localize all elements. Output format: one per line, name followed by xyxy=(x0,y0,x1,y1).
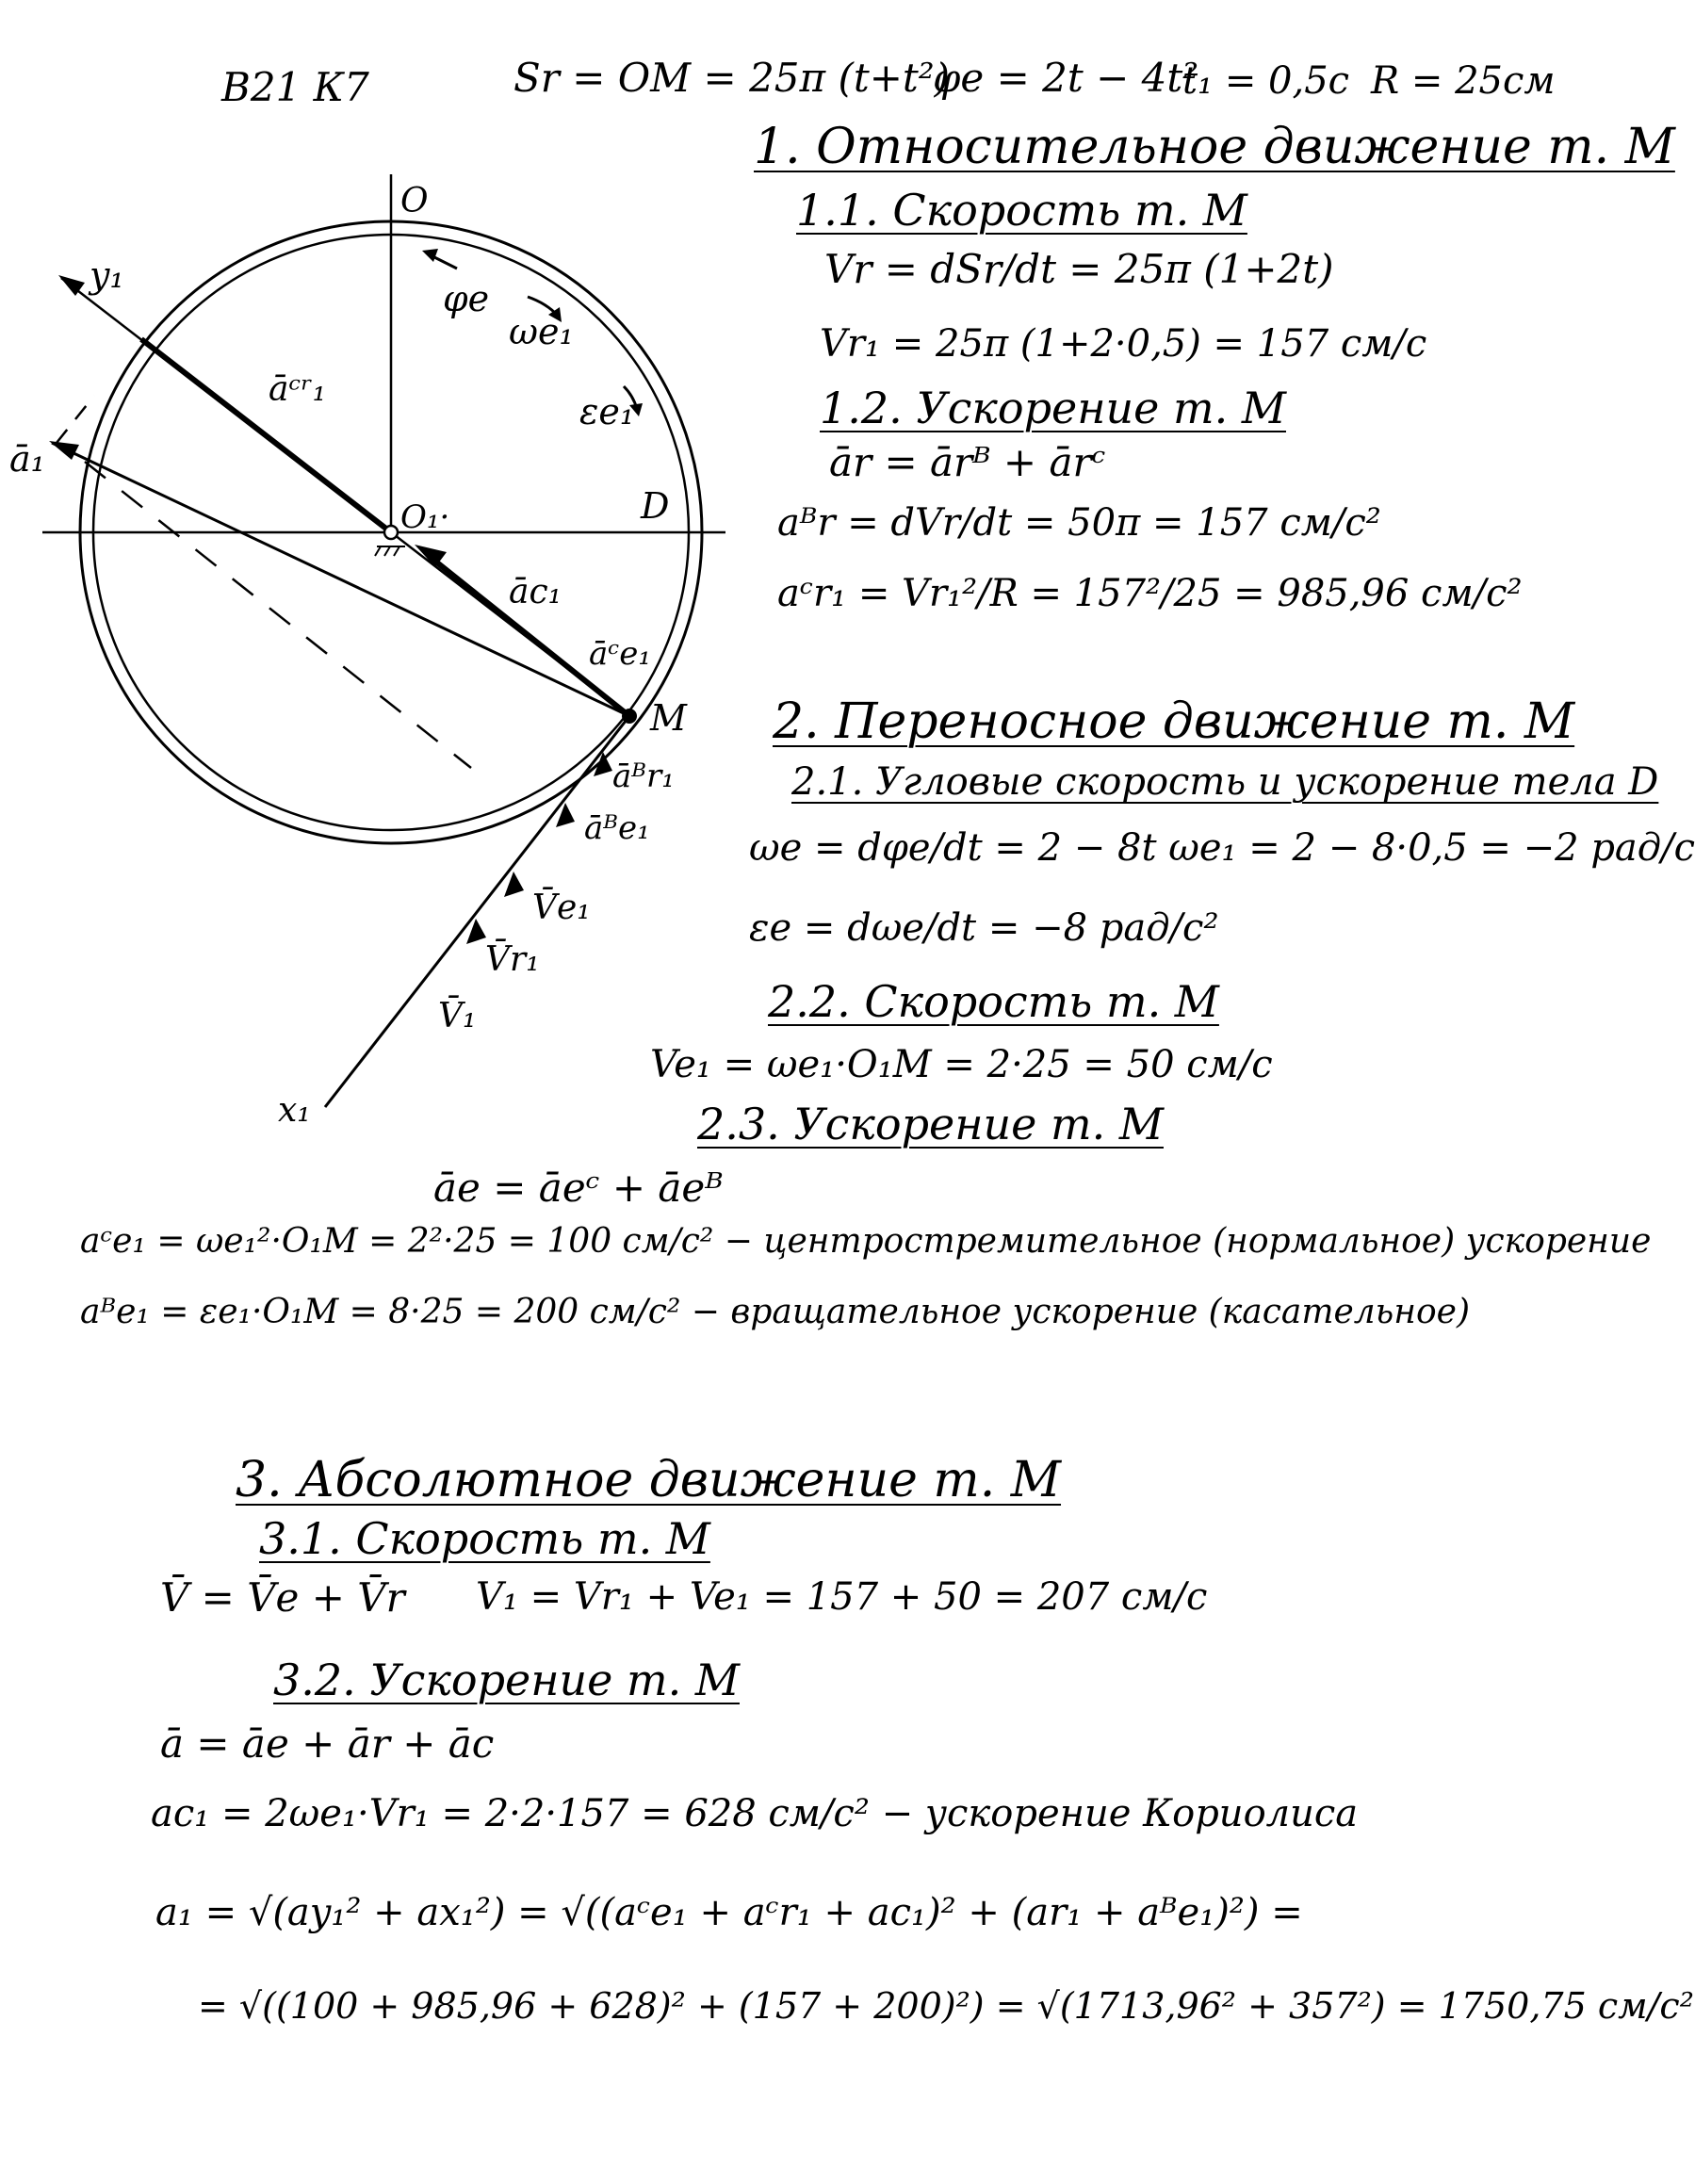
section-2-title: 2. Переносное движение т. М xyxy=(773,693,1575,750)
label-y1: y₁ xyxy=(90,254,124,296)
point-m xyxy=(622,709,637,724)
label-v1: V̄₁ xyxy=(438,997,477,1035)
label-x1: x₁ xyxy=(278,1091,311,1130)
hinge-o1 xyxy=(384,526,398,539)
label-ac1: āc₁ xyxy=(509,573,562,611)
section-3-2-title: 3.2. Ускорение т. М xyxy=(273,1654,740,1705)
label-arc: āᶜʳ₁ xyxy=(269,370,327,409)
sr-formula: Sr = OM = 25π (t+t²) xyxy=(513,55,951,101)
ae-formula: āe = āeᶜ + āeᴮ xyxy=(433,1165,724,1211)
support-hatch-2 xyxy=(384,546,390,556)
t1-value: t₁ = 0,5c xyxy=(1182,59,1350,103)
label-aec: āᶜe₁ xyxy=(589,635,652,673)
variant-label: В21 К7 xyxy=(221,64,369,110)
v-formula: V̄ = V̄e + V̄r xyxy=(160,1574,405,1621)
support-hatch-1 xyxy=(375,546,381,556)
label-vr1: V̄r₁ xyxy=(485,940,540,979)
aec-value: aᶜe₁ = ωe₁²·O₁M = 2²·25 = 100 см/с² − центростремительное (нормальное) ускорение xyxy=(80,1222,1652,1261)
label-ee1: εe₁ xyxy=(579,391,635,432)
label-ve1: V̄e₁ xyxy=(532,888,591,927)
label-a1: ā₁ xyxy=(9,438,45,480)
label-o1: O₁· xyxy=(400,498,450,536)
section-1-title: 1. Относительное движение т. М xyxy=(754,119,1675,175)
aeb-value: aᴮe₁ = εe₁·O₁M = 8·25 = 200 см/с² − вращательное ускорение (касательное) xyxy=(80,1293,1471,1331)
section-2-1-title: 2.1. Угловые скорость и ускорение тела D xyxy=(791,760,1659,804)
section-1-1-title: 1.1. Скорость т. М xyxy=(796,185,1247,236)
ee-formula: εe = dωe/dt = −8 рад/с² xyxy=(749,906,1219,950)
we-formula: ωe = dφe/dt = 2 − 8t ωe₁ = 2 − 8·0,5 = −2 рад/с xyxy=(749,826,1695,870)
fe-arrowhead-icon xyxy=(422,249,438,262)
ac1-value: ac₁ = 2ωe₁·Vr₁ = 2·2·157 = 628 см/с² − ускорение Кориолиса xyxy=(151,1792,1359,1835)
a1-formula: a₁ = √(ay₁² + ax₁²) = √((aᶜe₁ + aᶜr₁ + ac₁)² + (ar₁ + aᴮe₁)²) = xyxy=(155,1891,1303,1934)
a-formula: ā = āe + ār + āc xyxy=(160,1720,495,1767)
section-3-title: 3. Абсолютное движение т. М xyxy=(236,1452,1062,1508)
arc-value: aᶜr₁ = Vr₁²/R = 157²/25 = 985,96 см/с² xyxy=(777,572,1523,615)
label-o: O xyxy=(400,182,429,220)
fe-formula: φe = 2t − 4t² xyxy=(933,55,1199,101)
vr1-value: Vr₁ = 25π (1+2·0,5) = 157 см/с xyxy=(820,322,1427,366)
section-2-3-title: 2.3. Ускорение т. М xyxy=(697,1099,1164,1149)
section-2-2-title: 2.2. Скорость т. М xyxy=(768,976,1219,1027)
support-hatch-3 xyxy=(394,546,399,556)
dashed-line-1 xyxy=(57,396,94,443)
section-1-2-title: 1.2. Ускорение т. М xyxy=(820,383,1286,433)
label-arb: āᴮr₁ xyxy=(612,758,675,795)
arb-value: aᴮr = dVr/dt = 50π = 157 см/с² xyxy=(777,501,1381,545)
label-we1: ωe₁ xyxy=(509,311,574,352)
label-aeb: āᴮe₁ xyxy=(584,809,650,847)
ve1-value: Ve₁ = ωe₁·O₁M = 2·25 = 50 см/с xyxy=(650,1043,1273,1086)
vr-formula: Vr = dSr/dt = 25π (1+2t) xyxy=(824,246,1334,292)
ar-formula: ār = ārᴮ + ārᶜ xyxy=(829,439,1106,485)
label-d: D xyxy=(641,485,670,527)
label-m: M xyxy=(650,697,687,739)
v1-value: V₁ = Vr₁ + Ve₁ = 157 + 50 = 207 см/с xyxy=(476,1575,1208,1619)
section-3-1-title: 3.1. Скорость т. М xyxy=(259,1513,710,1564)
r-value: R = 25см xyxy=(1371,59,1556,103)
a1-arrow-icon xyxy=(49,441,79,460)
label-fe: φe xyxy=(443,278,490,319)
a1-result: = √((100 + 985,96 + 628)² + (157 + 200)²) = √(1713,96² + 357²) = 1750,75 см/с² xyxy=(198,1985,1694,2027)
